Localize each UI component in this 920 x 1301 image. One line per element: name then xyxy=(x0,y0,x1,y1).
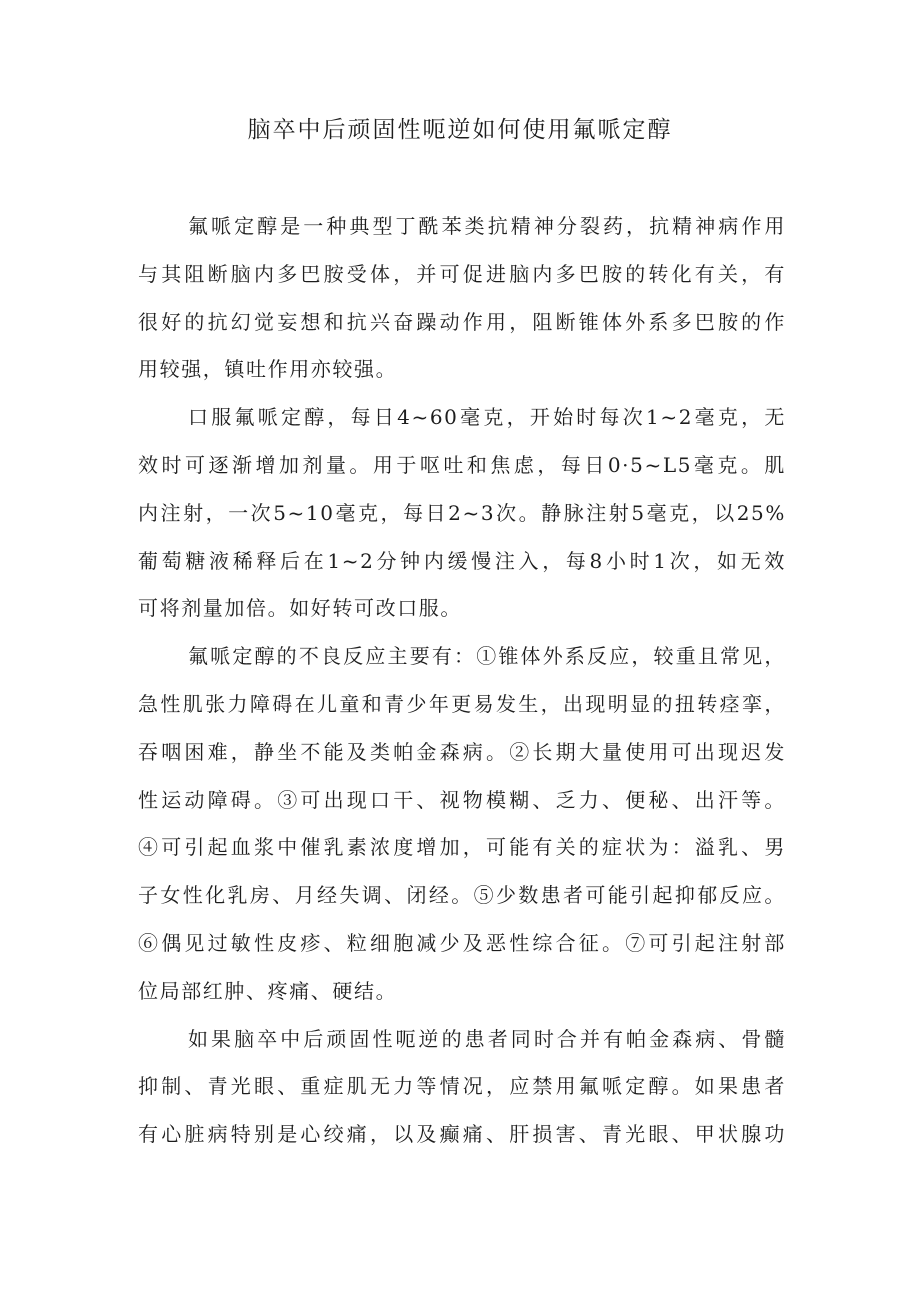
paragraph-pharmacology xyxy=(138,203,786,394)
paragraph-line: 位局部红肿、疼痛、硬结。 xyxy=(138,978,398,1003)
paragraph-contraindications xyxy=(138,1016,786,1159)
paragraph-line: 子女性化乳房、月经失调、闭经。⑤少数患者可能引起抑郁反应。 xyxy=(138,883,786,908)
paragraph-line: 氟哌定醇是一种典型丁酰苯类抗精神分裂药，抗精神病作用 xyxy=(188,214,786,238)
paragraph-line: 用较强，镇吐作用亦较强。 xyxy=(138,357,398,382)
paragraph-line: ⑥偶见过敏性皮疹、粒细胞减少及恶性综合征。⑦可引起注射部 xyxy=(138,930,786,955)
paragraph-line: 与其阻断脑内多巴胺受体，并可促进脑内多巴胺的转化有关，有 xyxy=(138,261,786,286)
paragraph-line: 性运动障碍。③可出现口干、视物模糊、乏力、便秘、出汗等。 xyxy=(138,787,786,812)
paragraph-adverse-reactions xyxy=(138,633,786,1015)
paragraph-line: 很好的抗幻觉妄想和抗兴奋躁动作用，阻断锥体外系多巴胺的作 xyxy=(138,309,786,334)
paragraph-line: ④可引起血浆中催乳素浓度增加，可能有关的症状为：溢乳、男 xyxy=(138,835,786,860)
document-body xyxy=(138,203,786,1159)
document-title: 脑卒中后顽固性呃逆如何使用氟哌定醇 xyxy=(247,117,673,143)
paragraph-line: 氟哌定醇的不良反应主要有：①锥体外系反应，较重且常见， xyxy=(188,644,786,669)
paragraph-dosage xyxy=(138,394,786,633)
paragraph-line: 效时可逐渐增加剂量。用于呕吐和焦虑，每日0·5~L5毫克。肌 xyxy=(138,452,786,477)
paragraph-line: 可将剂量加倍。如好转可改口服。 xyxy=(138,596,462,621)
paragraph-line: 急性肌张力障碍在儿童和青少年更易发生，出现明显的扭转痉挛， xyxy=(138,691,786,716)
paragraph-line: 抑制、青光眼、重症肌无力等情况，应禁用氟哌定醇。如果患者 xyxy=(138,1074,786,1099)
paragraph-line: 口服氟哌定醇，每日4~60毫克，开始时每次1~2毫克，无 xyxy=(188,405,786,430)
paragraph-line: 如果脑卒中后顽固性呃逆的患者同时合并有帕金森病、骨髓 xyxy=(188,1026,786,1051)
paragraph-line: 葡萄糖液稀释后在1~2分钟内缓慢注入，每8小时1次，如无效 xyxy=(138,548,786,573)
paragraph-line: 吞咽困难，静坐不能及类帕金森病。②长期大量使用可出现迟发 xyxy=(138,739,786,764)
paragraph-line: 有心脏病特别是心绞痛，以及癫痛、肝损害、青光眼、甲状腺功 xyxy=(138,1122,786,1147)
paragraph-line: 内注射，一次5~10毫克，每日2~3次。静脉注射5毫克，以25% xyxy=(138,500,786,525)
